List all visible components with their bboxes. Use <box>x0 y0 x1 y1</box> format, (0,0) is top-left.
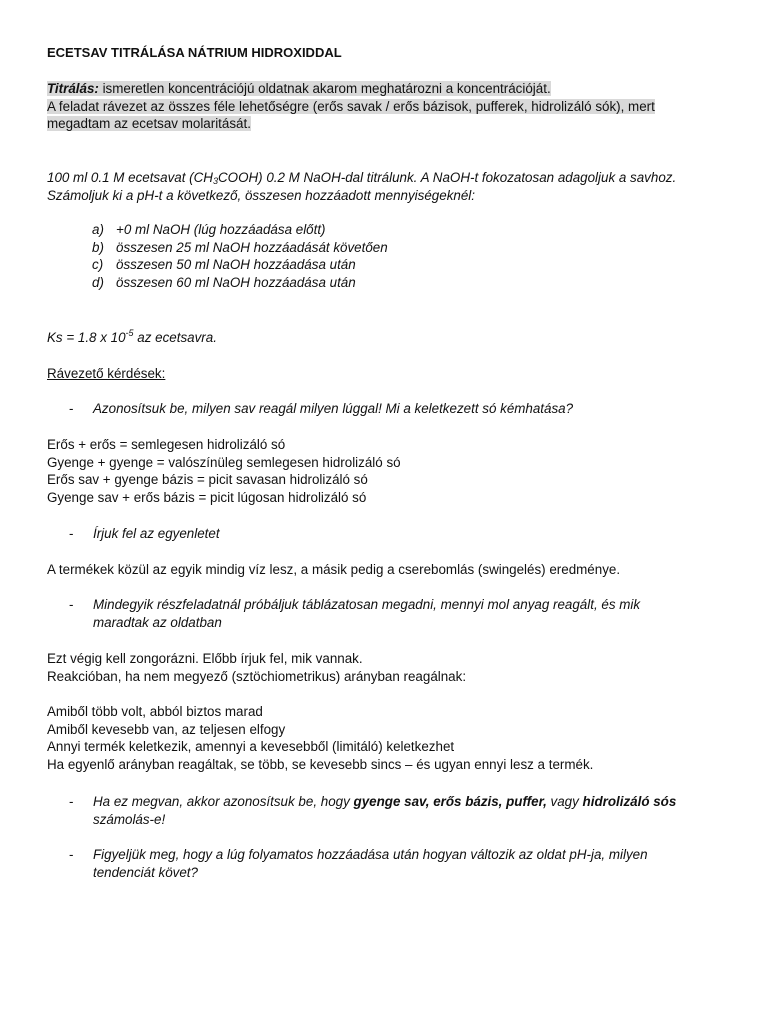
q4-text: , <box>425 794 434 809</box>
document-title: ECETSAV TITRÁLÁSA NÁTRIUM HIDROXIDDAL <box>47 45 342 60</box>
ks-constant <box>47 329 217 347</box>
question-3 <box>69 596 693 631</box>
task-part1: 100 ml 0.1 M ecetsavat (CH <box>47 170 213 185</box>
subtask-text: +0 ml NaOH (lúg hozzáadása előtt) <box>116 222 326 237</box>
rule-line: Gyenge + gyenge = valószínüleg semlegesen hidrolizáló só <box>47 454 401 470</box>
question-line: Figyeljük meg, hogy a lúg folyamatos hozzáadása után hogyan változik az oldat pH-ja, milyen <box>93 847 648 862</box>
question-line: tendenciát követ? <box>93 864 198 880</box>
question-text <box>93 793 693 828</box>
intro-line1: ismeretlen koncentrációjú oldatnak akarom meghatározni a koncentrációját. <box>98 81 551 96</box>
dash-bullet: - <box>69 401 74 416</box>
subtask-letter: c) <box>92 257 104 273</box>
question-4 <box>69 793 693 828</box>
question-line: maradtak az oldatban <box>93 614 222 630</box>
ks-prefix: Ks = 1.8 x 10 <box>47 330 126 345</box>
subtask-text: összesen 50 ml NaOH hozzáadása után <box>116 257 356 273</box>
question-1 <box>69 400 693 418</box>
products-paragraph: A termékek közül az egyik mindig víz lesz, a másik pedig a cserebomlás (swingelés) eredménye. <box>47 562 621 577</box>
subtask-letter: b) <box>92 239 104 255</box>
list-item <box>92 221 388 239</box>
ks-exponent: -5 <box>125 328 134 338</box>
q4-bold: gyenge sav <box>353 794 426 809</box>
task-part2: COOH) 0.2 M NaOH-dal titrálunk. A NaOH-t fokozatosan adagoljuk a savhoz. <box>217 170 677 185</box>
rule-line: Ha egyenlő arányban reagáltak, se több, se kevesebb sincs – és ugyan ennyi lesz a termék. <box>47 756 594 772</box>
dash-bullet: - <box>69 794 74 809</box>
subtask-letter: d) <box>92 274 104 290</box>
guiding-questions-heading: Rávezető kérdések: <box>47 366 166 381</box>
subtask-text: összesen 25 ml NaOH hozzáadását követően <box>116 239 388 255</box>
q4-text: vagy <box>546 794 583 809</box>
paragraph-line: Ezt végig kell zongorázni. Előbb írjuk fel, mik vannak. <box>47 651 363 666</box>
question-text: Azonosítsuk be, milyen sav reagál milyen lúggal! Mi a keletkezett só kémhatása? <box>93 401 574 416</box>
rule-line: Erős + erős = semlegesen hidrolizáló só <box>47 437 286 452</box>
question-line: számolás-e! <box>93 811 166 827</box>
list-item <box>92 274 388 292</box>
rule-line: Amiből kevesebb van, az teljesen elfogy <box>47 721 286 737</box>
intro-line2: A feladat rávezet az összes féle lehetőségre (erős savak / erős bázisok, pufferek, hidrolizáló sók), mert <box>47 98 655 114</box>
question-5 <box>69 846 693 881</box>
subtask-letter: a) <box>92 222 104 237</box>
rule-line: Amiből több volt, abból biztos marad <box>47 704 263 719</box>
task-statement <box>47 169 737 204</box>
q4-bold: hidrolizáló sós <box>582 794 677 809</box>
rule-line: Annyi termék keletkezik, amennyi a kevesebből (limitáló) keletkezhet <box>47 739 455 755</box>
task-line2: Számoljuk ki a pH-t a következő, összesen hozzáadott mennyiségeknél: <box>47 187 475 203</box>
rule-line: Erős sav + gyenge bázis = picit savasan hidrolizáló só <box>47 472 368 488</box>
piano-paragraph <box>47 650 727 685</box>
list-item <box>92 239 388 257</box>
question-line: Mindegyik részfeladatnál próbáljuk táblázatosan megadni, mennyi mol anyag reagált, és mik <box>93 597 641 612</box>
question-text <box>93 596 693 631</box>
question-text: Írjuk fel az egyenletet <box>93 526 220 541</box>
question-2 <box>69 525 693 543</box>
subtask-text: összesen 60 ml NaOH hozzáadása után <box>116 274 356 290</box>
intro-paragraph <box>47 80 717 133</box>
question-text <box>93 846 693 881</box>
rule-line: Gyenge sav + erős bázis = picit lúgosan hidrolizáló só <box>47 489 367 505</box>
q4-text: Ha ez megvan, akkor azonosítsuk be, hogy <box>93 794 354 809</box>
paragraph-line: Reakcióban, ha nem megyező (sztöchiometrikus) arányban reagálnak: <box>47 668 467 684</box>
salt-rules <box>47 436 727 506</box>
stoichiometry-rules <box>47 703 727 773</box>
dash-bullet: - <box>69 597 74 612</box>
intro-line3: megadtam az ecetsav molaritását. <box>47 116 251 132</box>
intro-term: Titrálás: <box>47 81 99 96</box>
dash-bullet: - <box>69 847 74 862</box>
subtask-list <box>92 221 388 291</box>
dash-bullet: - <box>69 526 74 541</box>
task-subscript: 3 <box>212 176 218 186</box>
list-item <box>92 256 388 274</box>
ks-suffix: az ecetsavra. <box>133 330 217 345</box>
q4-bold: erős bázis, puffer, <box>433 794 547 809</box>
